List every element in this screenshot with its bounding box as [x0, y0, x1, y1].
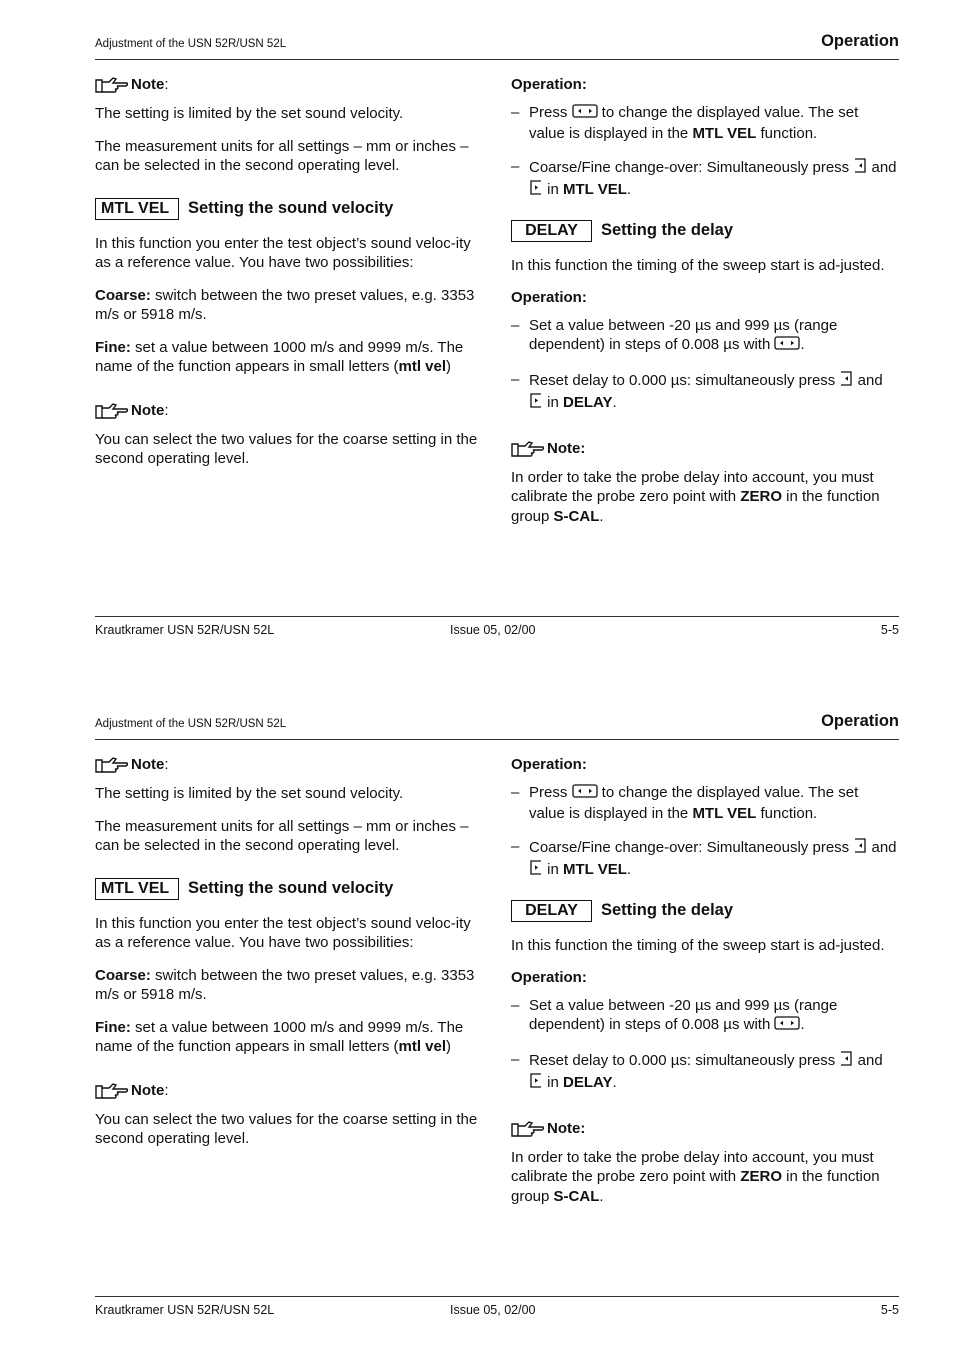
paragraph — [95, 338, 481, 377]
pointing-hand-icon — [511, 440, 547, 458]
term-text: ) — [446, 358, 452, 375]
paragraph: The measurement units for all settings – mm or inches – can be selected in the second operating level. — [95, 137, 469, 174]
term-label: Coarse: — [95, 966, 151, 984]
section-heading — [95, 878, 481, 900]
document-page — [95, 30, 899, 637]
operation-list — [511, 996, 897, 1095]
function-key-label: MTL VEL — [95, 878, 179, 900]
list-item: – Press to change the displayed value. The set value is displayed in the MTL VEL function. — [511, 103, 897, 144]
section-title: Setting the delay — [601, 220, 734, 239]
both-arrows-key-icon — [572, 784, 598, 805]
term-text: switch between the two preset values, e.g. 3353 m/s or 5918 m/s. — [95, 966, 475, 1003]
note-label: Note: — [547, 1119, 586, 1137]
paragraph: You can select the two values for the coarse setting in the second operating level. — [95, 1110, 478, 1147]
term-text: set a value between 1000 m/s and 9999 m/s. The name of the function appears in small letters ( — [95, 1018, 464, 1055]
note-label: Note: — [547, 439, 586, 457]
list-item: – Reset delay to 0.000 µs: simultaneously press and in DELAY. — [511, 1050, 897, 1095]
header-chapter: Adjustment of the USN 52R/USN 52L — [95, 38, 287, 50]
pointing-hand-icon — [95, 402, 131, 420]
page-header — [95, 30, 899, 60]
page-footer — [95, 1296, 899, 1317]
operation-list — [511, 783, 897, 882]
pointing-hand-icon — [95, 76, 131, 94]
note-heading: Note : — [95, 755, 481, 775]
paragraph: In order to take the probe delay into account, you must calibrate the probe zero point with ZERO in the function group S-CAL. — [511, 468, 880, 525]
left-arrow-key-icon — [853, 157, 867, 180]
term-label: Fine: — [95, 338, 131, 356]
document-page — [95, 710, 899, 1317]
function-key-label: MTL VEL — [95, 198, 179, 220]
note-heading: Note : — [95, 1081, 481, 1101]
function-key-label: DELAY — [511, 900, 592, 922]
section-title: Setting the sound velocity — [188, 198, 394, 217]
note-label: Note — [131, 401, 165, 419]
function-key-label: DELAY — [511, 220, 592, 242]
paragraph: In order to take the probe delay into account, you must calibrate the probe zero point with ZERO in the function group S-CAL. — [511, 1148, 880, 1205]
footer-product: Krautkramer USN 52R/USN 52L — [95, 1303, 275, 1317]
term-text: set a value between 1000 m/s and 9999 m/s. The name of the function appears in small letters ( — [95, 338, 464, 375]
right-column — [511, 75, 897, 539]
left-arrow-key-icon — [839, 1050, 853, 1073]
right-arrow-key-icon — [529, 179, 543, 202]
paragraph: In this function the timing of the sweep start is ad-justed. — [511, 256, 885, 274]
both-arrows-key-icon — [774, 336, 800, 357]
section-heading — [511, 220, 897, 242]
paragraph: The setting is limited by the set sound velocity. — [95, 785, 404, 802]
page-number: 5-5 — [880, 1303, 899, 1317]
both-arrows-key-icon — [774, 1016, 800, 1037]
section-heading — [95, 198, 481, 220]
paragraph — [95, 966, 481, 1005]
operation-label: Operation: — [511, 969, 587, 986]
term-text: ) — [446, 1038, 452, 1055]
note-heading: Note : — [95, 401, 481, 421]
right-column — [511, 755, 897, 1219]
note-label: Note — [131, 76, 165, 94]
inline-bold: mtl vel — [398, 1038, 447, 1055]
header-section: Operation — [821, 712, 899, 730]
note-heading: Note : — [95, 75, 481, 95]
operation-list — [511, 316, 897, 415]
paragraph: In this function you enter the test object’s sound veloc-ity as a reference value. You have two possibilities: — [95, 234, 471, 271]
paragraph — [95, 1018, 481, 1057]
right-arrow-key-icon — [529, 392, 543, 415]
page-header — [95, 710, 899, 740]
paragraph: You can select the two values for the coarse setting in the second operating level. — [95, 430, 478, 467]
list-item: – Press to change the displayed value. The set value is displayed in the MTL VEL function. — [511, 783, 897, 824]
pointing-hand-icon — [95, 1082, 131, 1100]
left-column — [95, 75, 481, 482]
left-arrow-key-icon — [839, 370, 853, 393]
paragraph: In this function you enter the test object’s sound veloc-ity as a reference value. You have two possibilities: — [95, 914, 471, 951]
list-item: – Coarse/Fine change-over: Simultaneously press and in MTL VEL. — [511, 837, 897, 882]
term-label: Fine: — [95, 1018, 131, 1036]
inline-bold: mtl vel — [398, 358, 447, 375]
list-item: – Set a value between -20 µs and 999 µs (range dependent) in steps of 0.008 µs with . — [511, 316, 897, 357]
both-arrows-key-icon — [572, 104, 598, 125]
footer-issue: Issue 05, 02/00 — [450, 1303, 536, 1317]
term-text: switch between the two preset values, e.g. 3353 m/s or 5918 m/s. — [95, 286, 475, 323]
footer-product: Krautkramer USN 52R/USN 52L — [95, 623, 275, 637]
left-arrow-key-icon — [853, 837, 867, 860]
term-label: Coarse: — [95, 286, 151, 304]
note-heading — [511, 1119, 897, 1139]
section-title: Setting the sound velocity — [188, 878, 394, 897]
pointing-hand-icon — [95, 756, 131, 774]
section-title: Setting the delay — [601, 900, 734, 919]
pointing-hand-icon — [511, 1120, 547, 1138]
header-section: Operation — [821, 32, 899, 50]
note-heading — [511, 439, 897, 459]
list-item: – Reset delay to 0.000 µs: simultaneously press and in DELAY. — [511, 370, 897, 415]
list-item: – Set a value between -20 µs and 999 µs (range dependent) in steps of 0.008 µs with . — [511, 996, 897, 1037]
paragraph: The measurement units for all settings – mm or inches – can be selected in the second operating level. — [95, 817, 469, 854]
header-chapter: Adjustment of the USN 52R/USN 52L — [95, 718, 287, 730]
note-label: Note — [131, 756, 165, 774]
paragraph: In this function the timing of the sweep start is ad-justed. — [511, 936, 885, 954]
right-arrow-key-icon — [529, 859, 543, 882]
operation-label: Operation: — [511, 76, 587, 93]
left-column — [95, 755, 481, 1162]
note-label: Note — [131, 1081, 165, 1099]
operation-list — [511, 103, 897, 202]
operation-label: Operation: — [511, 289, 587, 306]
paragraph: The setting is limited by the set sound velocity. — [95, 105, 404, 122]
paragraph — [95, 286, 481, 325]
right-arrow-key-icon — [529, 1072, 543, 1095]
page-footer — [95, 616, 899, 637]
footer-issue: Issue 05, 02/00 — [450, 623, 536, 637]
page-number: 5-5 — [880, 623, 899, 637]
section-heading — [511, 900, 897, 922]
list-item: – Coarse/Fine change-over: Simultaneously press and in MTL VEL. — [511, 157, 897, 202]
operation-label: Operation: — [511, 756, 587, 773]
